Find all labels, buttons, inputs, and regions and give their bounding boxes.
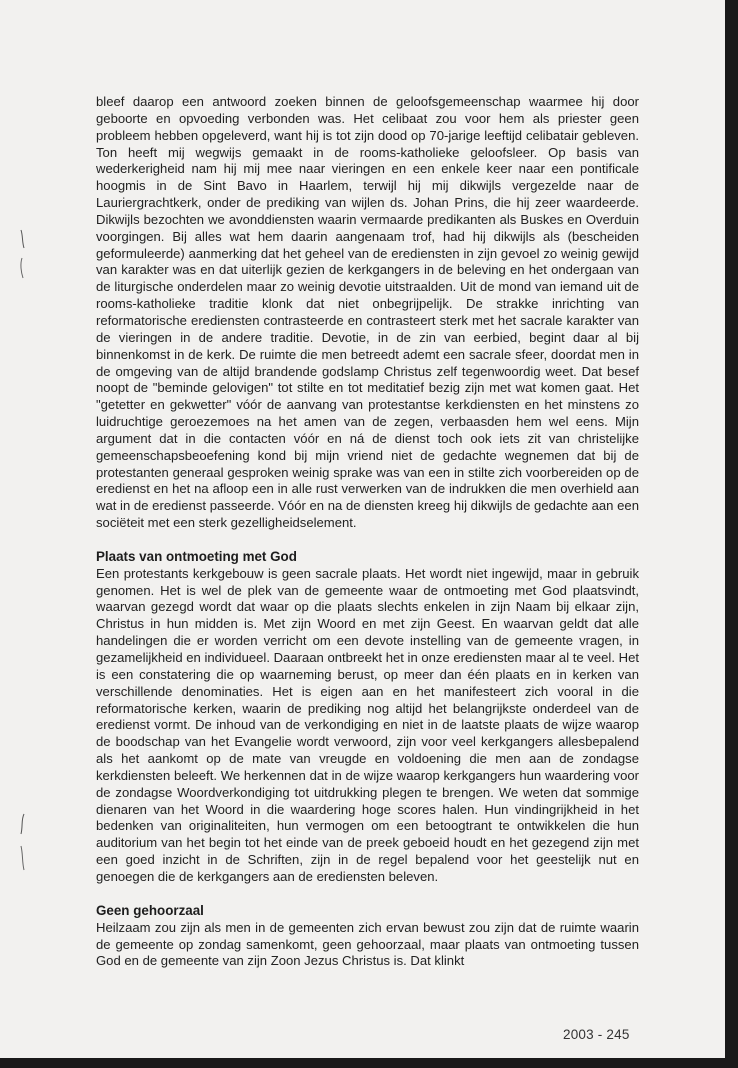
paragraph: Een protestants kerkgebouw is geen sacrale plaats. Het wordt niet ingewijd, maar in gebruik genomen. Het is wel de plek van de gemeente waar de ontmoeting met God plaatsvindt, waarvan gezegd wordt dat waar op die plaats slechts enkelen in zijn Naam bij elkaar zijn, Christus in hun midden is. Met zijn Woord en met zijn Geest. En waarvan geldt dat alle handelingen die er worden verricht om een devote instelling van de gemeente vragen, in gezamelijkheid en individueel. Daaraan ontbreekt het in onze erediensten maar al te veel. Het is een constatering die op waarneming berust, op meer dan één plaats en in kerken van verschillende denominaties. Het is eigen aan en het manifesteert zich vooral in die reformatorische kerken, waarin de prediking nog altijd het belangrijkste onderdeel van de eredienst vormt. De inhoud van de verkondiging en niet in de laatste plaats de wijze waarop de boodschap van het Evangelie wordt verwoord, zijn voor veel kerkgangers allesbepalend als het aankomt op de mate van vreugde en voldoening die men aan de zondagse kerkdiensten beleeft. We herkennen dat in de wijze waarop kerkgangers hun waardering voor de zondagse Woordverkondiging tot uitdrukking plegen te brengen. We weten dat sommige dienaren van het Woord in die waardering hoge scores halen. Hun vindingrijkheid in het bedenken van originaliteiten, hun vermogen om een betoogtrant te ontwikkelen die hun auditorium van het begin tot het einde van de preek geboeid houdt en het gezegend zijn met een goed inzicht in de Schriften, zijn in de regel bepalend voor het geestelijk nut en genoegen die de kerkgangers aan de erediensten beleven. [96,565,639,884]
section-heading: Geen gehoorzaal [96,902,204,918]
margin-pencil-mark-top [18,228,28,282]
margin-pencil-mark-bottom [18,812,28,872]
section-heading: Plaats van ontmoeting met God [96,548,297,564]
paragraph: bleef daarop een antwoord zoeken binnen de geloofsgemeenschap waarmee hij door geboorte en opvoeding verbonden was. Het celibaat zou voor hem als priester geen probleem hebben opgeleverd, want hij is tot zijn dood op 70-jarige leeftijd celibatair gebleven. Ton heeft mij wegwijs gemaakt in de rooms-katholieke geloofsleer. Op basis van wederkerigheid nam hij mij mee naar vieringen en een enkele keer naar een pontificale hoogmis in de Sint Bavo in Haarlem, terwijl hij mij dikwijls vergezelde naar de Lauriergrachtkerk, onder de prediking van wijlen ds. Johan Prins, die hij zeer waardeerde. Dikwijls bezochten we avonddiensten waarin vermaarde predikanten als Buskes en Overduin voorgingen. Bij alles wat hem daarin aangenaam trof, had hij dikwijls als (bescheiden geformuleerde) aanmerking dat het geheel van de erediensten in zijn gevoel zo weinig gewijd van karakter was en dat uiterlijk gezien de kerkgangers in de beleving en het ondergaan van de liturgische onderdelen maar zo weinig devotie uitstraalden. Uit de mond van iemand uit de rooms-katholieke traditie klonk dat niet onbegrijpelijk. De strakke inrichting van reformatorische erediensten contrasteerde en contrasteert sterk met het sacrale karakter van de vieringen in de andere traditie. Devotie, in de zin van eerbied, begint daar al bij binnenkomst in de kerk. De ruimte die men betreedt ademt een sacrale sfeer, doordat men in de omgeving van de altijd brandende godslamp Christus zelf tegenwoordig weet. Dat besef noopt de "beminde gelovigen" tot stilte en tot meditatief bezig zijn met wat komen gaat. Het "getetter en gekwetter" vóór de aanvang van protestantse kerkdiensten en het minstens zo luidruchtige geroezemoes na het amen van de zegen, verbaasden hem wel eens. Mijn argument dat in die contacten vóór en ná de dienst toch ook iets zit van christelijke gemeenschapsbeoefening kond bij mijn vriend niet de gedachte wegnemen dat bij de protestanten generaal gesproken weinig sprake was van een in stilte zich voorbereiden op de eredienst en het na afloop een in alle rust verwerken van de indrukken die men overhield aan wat in de eredienst passeerde. Vóór en na de diensten kreeg hij dikwijls de gedachte aan een sociëteit met een sterk gezelligheidselement. [96,94,639,531]
page-number: 2003 - 245 [563,1027,630,1042]
body-text [96,94,639,970]
paragraph: Heilzaam zou zijn als men in de gemeenten zich ervan bewust zou zijn dat de ruimte waarin de gemeente op zondag samenkomt, geen gehoorzaal, maar plaats van ontmoeting tussen God en de gemeente van zijn Zoon Jezus Christus is. Dat klinkt [96,919,639,969]
